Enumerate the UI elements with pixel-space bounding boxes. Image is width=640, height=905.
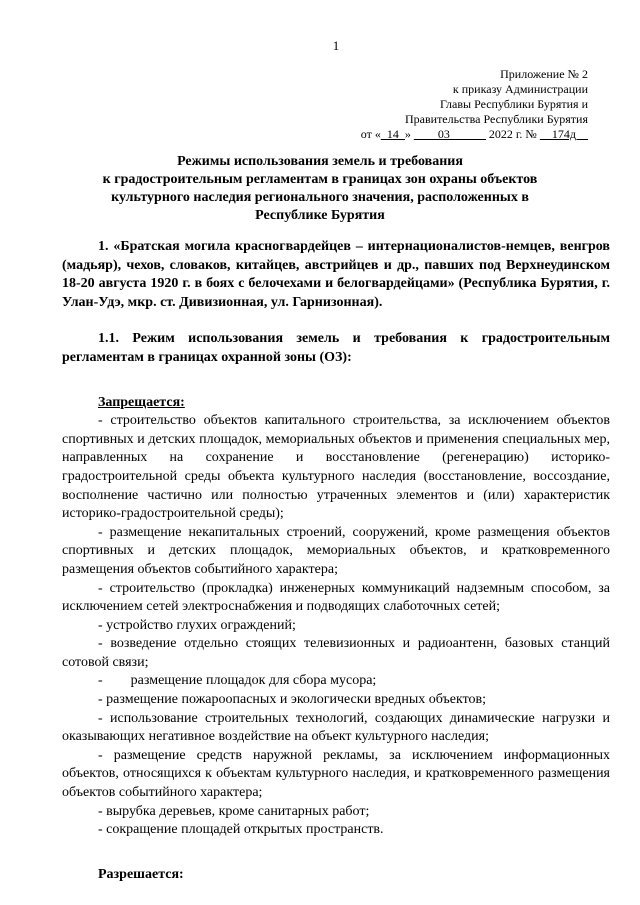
- subsection-title: 1.1. Режим использования земель и требования к градостроительным регламентам в границах охранной зоны (ОЗ):: [62, 331, 610, 365]
- order-month: ____03______: [413, 127, 486, 141]
- appendix-line: Правительства Республики Бурятия: [404, 112, 588, 126]
- date-mid: »: [404, 127, 414, 141]
- title-line: культурного наследия регионального значения, расположенных в: [111, 190, 529, 205]
- prohibited-item: - строительство (прокладка) инженерных коммуникаций надземным способом, за исключением сетей электроснабжения и подводящих слаботочных сетей;: [62, 580, 610, 615]
- allowed-heading: Разрешается:: [98, 866, 184, 882]
- document-body: [62, 238, 610, 884]
- title-line: Республике Бурятия: [255, 208, 385, 223]
- appendix-block: [361, 67, 588, 142]
- prohibited-item: - размещение средств наружной рекламы, за исключением информационных объектов, относящихся к объектам культурного наследия, и кратковременного размещения объектов событийного характера;: [62, 747, 610, 801]
- page-number: 1: [332, 38, 340, 53]
- prohibited-item: - размещение пожароопасных и экологически вредных объектов;: [98, 692, 487, 708]
- appendix-line: к приказу Администрации: [452, 82, 588, 96]
- prohibited-item: - размещение площадок для сбора мусора;: [98, 673, 377, 689]
- prohibited-item: - размещение некапитальных строений, сооружений, кроме размещения объектов спортивных и детских площадок, мемориальных объектов, и кратковременного размещения объектов событийного характера;: [62, 524, 610, 577]
- prohibited-heading: Запрещается:: [98, 394, 185, 410]
- order-day: _14_: [380, 127, 405, 141]
- prohibited-item: - использование строительных технологий, создающих динамические нагрузки и оказывающих негативное воздействие на объект культурного наследия;: [62, 710, 610, 745]
- prohibited-item: - строительство объектов капитального строительства, за исключением объектов спортивных и детских площадок, мемориальных объектов и применения специальных мер, направленных на сохранение и восстановление (регенерацию) историко-градостроительной среды объекта культурного наследия (восстановление, воссоздание, восполнение частично или полностью утраченных элементов и (или) характеристик историко-градостроительной среды);: [62, 413, 610, 522]
- section-title: 1. «Братская могила красногвардейцев – интернационалистов-немцев, венгров (мадьяр), чехов, словаков, китайцев, австрийцев и др., павших под Верхнеудинском 18-20 августа 1920 г. в боях с белочехами и белогвардейцами» (Республика Бурятия, г. Улан-Удэ, мкр. ст. Дивизионная, ул. Гарнизонная).: [62, 239, 610, 310]
- order-year: 2022 г. №: [485, 127, 540, 141]
- title-line: к градостроительным регламентам в границах зон охраны объектов: [102, 172, 538, 187]
- appendix-line: Приложение № 2: [500, 67, 588, 81]
- prohibited-item: - сокращение площадей открытых пространств.: [98, 822, 384, 838]
- order-number: __174д__: [539, 127, 588, 141]
- order-date-line: [361, 127, 588, 142]
- prohibited-item: - возведение отдельно стоящих телевизионных и радиоантенн, базовых станций сотовой связи;: [62, 636, 610, 670]
- appendix-line: Главы Республики Бурятия и: [440, 97, 588, 111]
- prohibited-item: - вырубка деревьев, кроме санитарных работ;: [98, 803, 370, 819]
- title-line: Режимы использования земель и требования: [177, 154, 463, 169]
- date-prefix: от «: [360, 127, 381, 141]
- prohibited-item: - устройство глухих ограждений;: [98, 617, 296, 633]
- document-title: [70, 153, 570, 225]
